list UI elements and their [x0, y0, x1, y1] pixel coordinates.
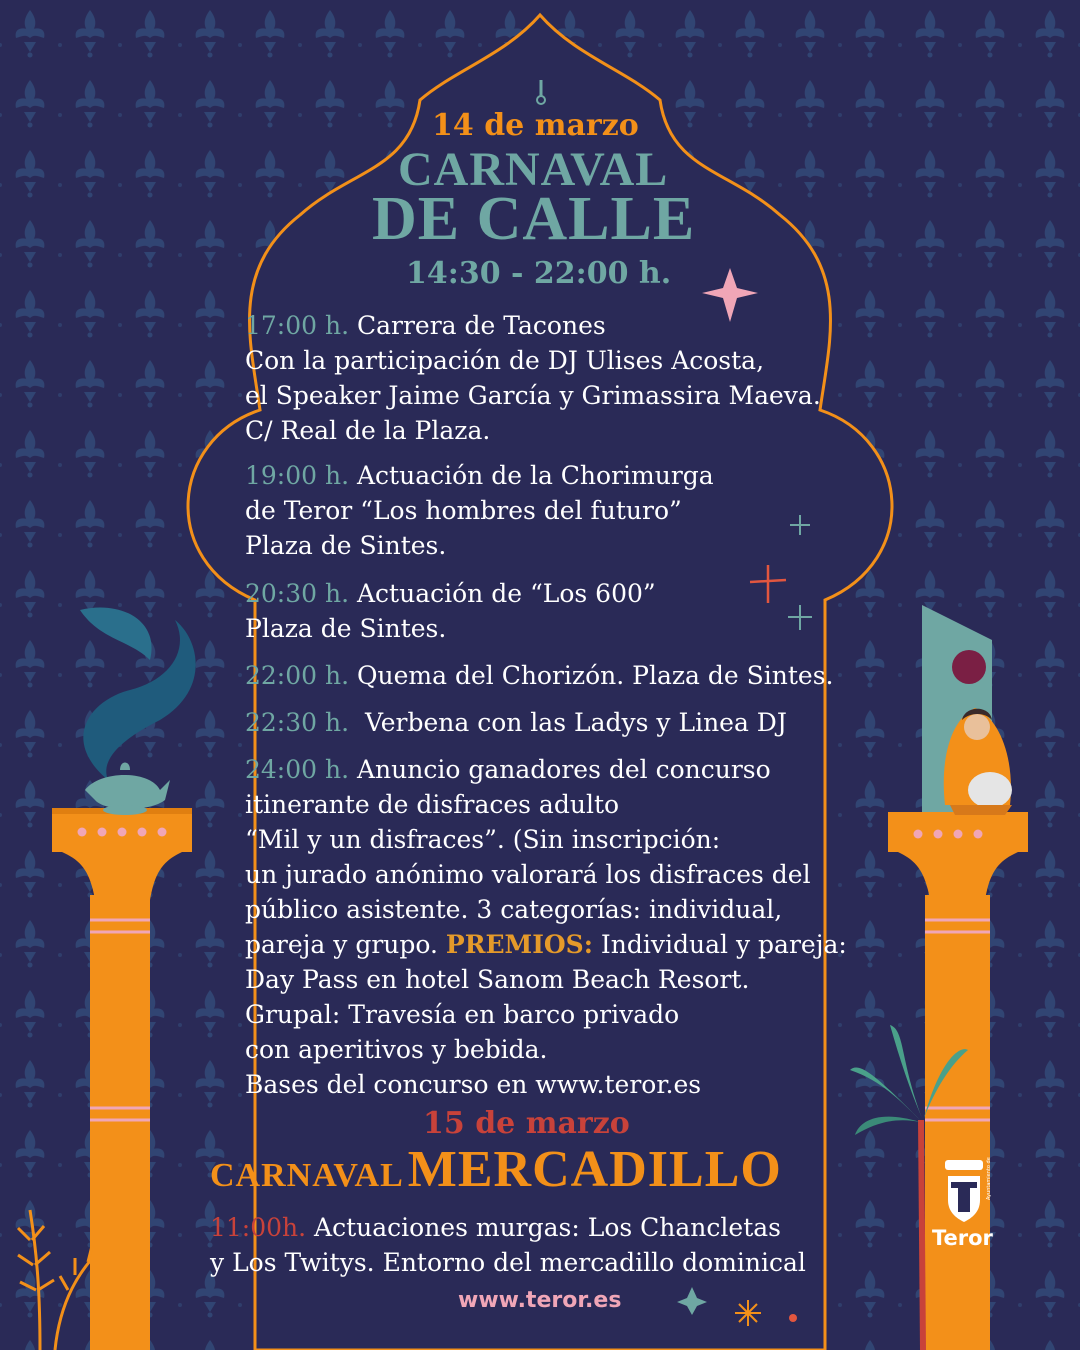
- day2-event: [210, 1210, 806, 1280]
- event-1: [245, 308, 821, 448]
- event-title: Actuación de la Chorimurga: [357, 461, 714, 490]
- event-title: Verbena con las Ladys y Linea DJ: [364, 708, 787, 737]
- event-line: Plaza de Sintes.: [245, 531, 447, 560]
- event-4: [245, 658, 833, 693]
- day2-line2: y Los Twitys. Entorno del mercadillo dominical: [210, 1248, 806, 1277]
- day1-hours: 14:30 - 22:00 h.: [406, 256, 672, 291]
- event-line: itinerante de disfraces adulto: [245, 790, 620, 819]
- event-line: el Speaker Jaime García y Grimassira Maeva.: [245, 381, 821, 410]
- event-line: Bases del concurso en www.teror.es: [245, 1070, 702, 1099]
- event-time: 22:30 h.: [245, 708, 350, 737]
- event-3: [245, 576, 656, 646]
- event-time: 22:00 h.: [245, 661, 350, 690]
- event-title: Anuncio ganadores del concurso: [357, 755, 771, 784]
- event-6: [245, 752, 847, 1102]
- event-time: 19:00 h.: [245, 461, 350, 490]
- day2-title-big: MERCADILLO: [407, 1141, 782, 1198]
- event-line: Plaza de Sintes.: [245, 614, 447, 643]
- day1-date: 14 de marzo: [432, 108, 639, 143]
- event-line: Day Pass en hotel Sanom Beach Resort.: [245, 965, 750, 994]
- event-line: Con la participación de DJ Ulises Acosta,: [245, 346, 765, 375]
- event-title: Quema del Chorizón. Plaza de Sintes.: [357, 661, 834, 690]
- logo-caption: Ayuntamiento de: [986, 1157, 992, 1200]
- event-line: de Teror “Los hombres del futuro”: [245, 496, 682, 525]
- event-line: público asistente. 3 categorías: individual,: [245, 895, 783, 924]
- day2-time: 11:00h.: [210, 1213, 307, 1242]
- day2-date: 15 de marzo: [423, 1106, 630, 1141]
- event-line: Individual y pareja:: [600, 930, 847, 959]
- event-line: un jurado anónimo valorará los disfraces del: [245, 860, 811, 889]
- day2-title-small: CARNAVAL: [210, 1157, 404, 1194]
- event-line: “Mil y un disfraces”. (Sin inscripción:: [245, 825, 721, 854]
- event-5: [245, 705, 787, 740]
- day1-title-line2: DE CALLE: [372, 185, 696, 253]
- event-time: 24:00 h.: [245, 755, 350, 784]
- day2-line1: Actuaciones murgas: Los Chancletas: [314, 1213, 781, 1242]
- day1-title-line1: CARNAVAL: [398, 143, 669, 196]
- event-line: Grupal: Travesía en barco privado: [245, 1000, 680, 1029]
- prizes-label: PREMIOS:: [445, 930, 593, 959]
- event-title: Carrera de Tacones: [357, 311, 606, 340]
- event-time: 17:00 h.: [245, 311, 350, 340]
- logo-name: Teror: [932, 1226, 993, 1250]
- event-title: Actuación de “Los 600”: [357, 579, 656, 608]
- event-line: C/ Real de la Plaza.: [245, 416, 491, 445]
- day2-title: [210, 1140, 782, 1199]
- event-line: con aperitivos y bebida.: [245, 1035, 548, 1064]
- event-line: pareja y grupo.: [245, 930, 438, 959]
- event-2: [245, 458, 714, 563]
- event-time: 20:30 h.: [245, 579, 350, 608]
- footer-url[interactable]: www.teror.es: [458, 1288, 622, 1313]
